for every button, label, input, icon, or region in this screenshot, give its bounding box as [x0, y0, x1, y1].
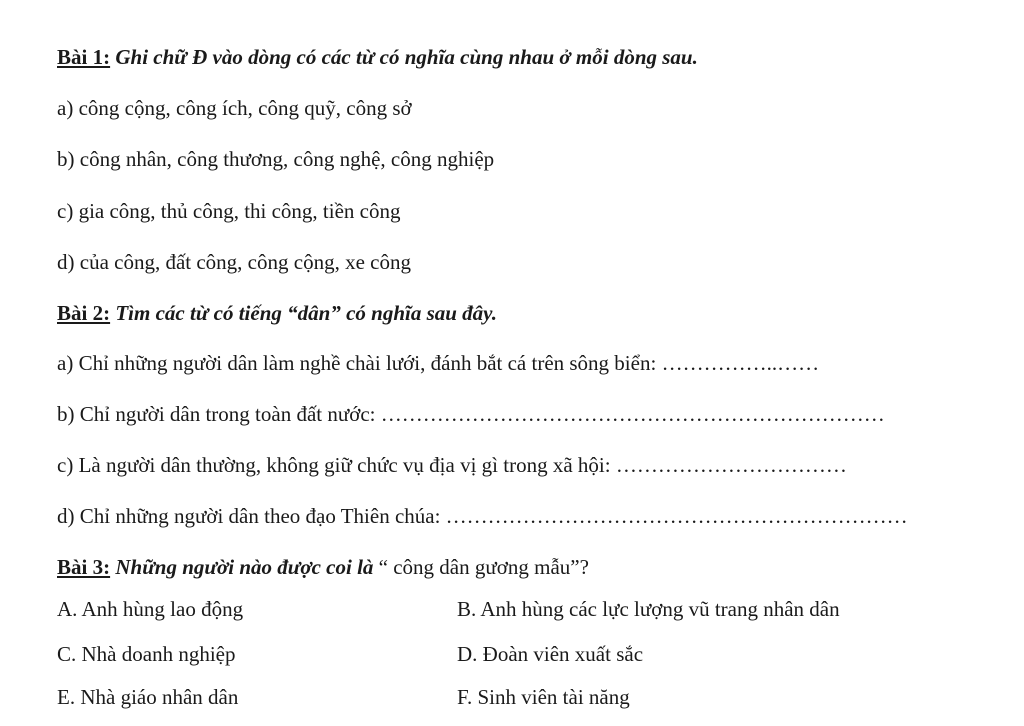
option-c[interactable]: C. Nhà doanh nghiệp [57, 642, 236, 666]
exercise-3-prompt: Những người nào được coi là [115, 555, 374, 579]
exercise-2-item-a [57, 350, 819, 376]
exercise-2-prompt: Tìm các từ có tiếng “dân” có nghĩa sau đây. [115, 301, 497, 325]
exercise-2-item-c-text: c) Là người dân thường, không giữ chức vụ địa vị gì trong xã hội: [57, 453, 611, 477]
exercise-2-item-c [57, 452, 847, 478]
option-f[interactable]: F. Sinh viên tài năng [457, 685, 630, 709]
exercise-3-heading [57, 554, 589, 580]
exercise-2-label: Bài 2: [57, 301, 111, 325]
exercise-1-item-b: b) công nhân, công thương, công nghệ, công nghiệp [57, 147, 495, 171]
exercise-1-prompt: Ghi chữ Đ vào dòng có các từ có nghĩa cùng nhau ở mỗi dòng sau. [115, 45, 698, 69]
exercise-2-item-d-text: d) Chỉ những người dân theo đạo Thiên chúa: [57, 504, 441, 528]
exercise-2-item-d [57, 503, 908, 529]
exercise-1-heading [57, 44, 698, 70]
answer-blank-a[interactable]: ……………..…… [661, 351, 820, 375]
exercise-1-label: Bài 1: [57, 45, 111, 69]
exercise-1-item-a: a) công cộng, công ích, công quỹ, công sở [57, 96, 412, 120]
exercise-2-item-a-text: a) Chỉ những người dân làm nghề chài lưới, đánh bắt cá trên sông biển: [57, 351, 657, 375]
exercise-2-item-b [57, 401, 885, 427]
cutoff-mark [948, 716, 978, 726]
exercise-2-heading [57, 300, 497, 326]
option-b[interactable]: B. Anh hùng các lực lượng vũ trang nhân dân [457, 597, 840, 621]
answer-blank-d[interactable]: ………………………………………………………… [445, 504, 908, 528]
option-e[interactable]: E. Nhà giáo nhân dân [57, 685, 239, 709]
exercise-2-item-b-text: b) Chỉ người dân trong toàn đất nước: [57, 402, 376, 426]
option-a[interactable]: A. Anh hùng lao động [57, 597, 244, 621]
answer-blank-c[interactable]: …………………………… [615, 453, 847, 477]
exercise-3-label: Bài 3: [57, 555, 111, 579]
exercise-1-item-d: d) của công, đất công, công cộng, xe công [57, 250, 411, 274]
answer-blank-b[interactable]: ……………………………………………………………… [380, 402, 885, 426]
exercise-3-prompt-quote: “ công dân gương mẫu”? [378, 555, 589, 579]
exercise-1-item-c: c) gia công, thủ công, thi công, tiền công [57, 199, 401, 223]
cutoff-mark [560, 716, 590, 726]
option-d[interactable]: D. Đoàn viên xuất sắc [457, 642, 644, 666]
